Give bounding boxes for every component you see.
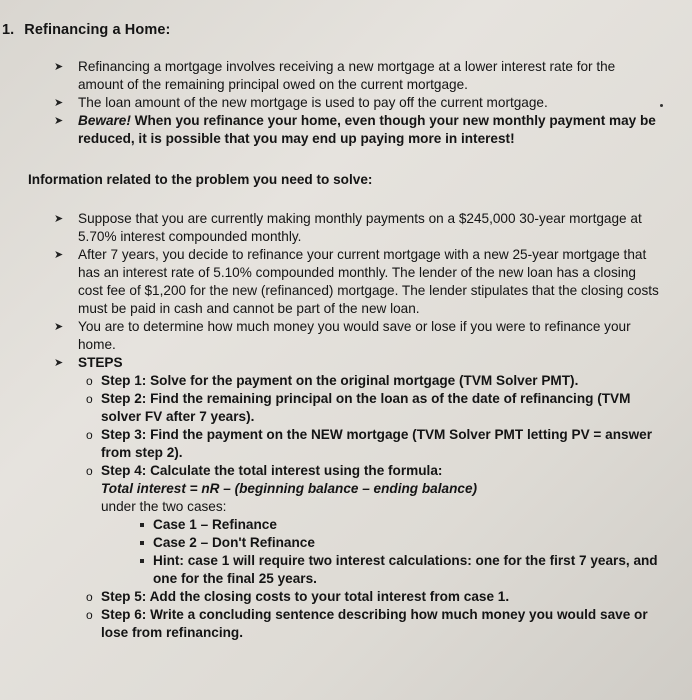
step-text: Step 1: Solve for the payment on the original mortgage (TVM Solver PMT). [101,373,579,388]
list-item [52,112,664,148]
cases-list [101,516,664,588]
case-item [101,552,664,588]
hollow-circle-icon: o [86,590,93,604]
step-item [52,372,664,390]
arrowhead-icon: ➤ [54,61,64,73]
steps-list [52,372,664,642]
square-icon [140,559,144,563]
list-item [52,210,664,246]
square-icon [140,541,144,545]
step-item [52,390,664,426]
arrowhead-icon: ➤ [54,321,64,333]
under-cases-text: under the two cases: [101,499,227,514]
arrowhead-icon: ➤ [54,213,64,225]
intro-text: Refinancing a mortgage involves receiving a new mortgage at a lower interest rate for the amount of the remaining principal owed on the current mortgage. [78,59,616,92]
heading-title: Refinancing a Home: [24,22,171,38]
hollow-circle-icon: o [86,374,93,388]
step-item [52,606,664,642]
heading-number: 1. [2,22,15,38]
hollow-circle-icon: o [86,428,93,442]
square-icon [140,523,144,527]
case-text: Case 2 – Don't Refinance [153,535,315,550]
arrowhead-icon: ➤ [54,249,64,261]
case-text: Hint: case 1 will require two interest calculations: one for the first 7 years, and one for the final 25 years. [153,553,658,586]
problem-text: After 7 years, you decide to refinance your current mortgage with a new 25-year mortgage that has an interest rate of 5.10% compounded monthly. The lender of the new loan has a closing cost fee of $1,200 for the new (refinanced) mortgage. The lender stipulates that the closing costs must be paid in cash and cannot be part of the new loan. [78,247,659,316]
formula: Total interest = nR – (beginning balance – ending balance) [101,481,478,496]
beware-text: When you refinance your home, even though your new monthly payment may be reduced, it is possible that you may end up paying more in interest! [78,113,656,146]
problem-bullet-list [52,210,664,642]
hollow-circle-icon: o [86,392,93,406]
step-item [52,462,664,588]
step-text: Step 4: Calculate the total interest using the formula: [101,463,443,478]
list-item [52,318,664,354]
step-text: Step 6: Write a concluding sentence describing how much money you would save or lose from refinancing. [101,607,648,640]
problem-text: Suppose that you are currently making monthly payments on a $245,000 30-year mortgage at 5.70% interest compounded monthly. [78,211,642,244]
list-item [52,58,664,94]
list-item [52,94,664,112]
list-item [52,354,664,642]
hollow-circle-icon: o [86,464,93,478]
stray-mark [660,104,663,107]
intro-bullet-list [52,58,664,148]
page-heading [2,22,170,38]
section-label: Information related to the problem you need to solve: [28,172,373,187]
case-item [101,534,664,552]
step-text: Step 5: Add the closing costs to your total interest from case 1. [101,589,510,604]
intro-text: The loan amount of the new mortgage is used to pay off the current mortgage. [78,95,548,110]
step-text: Step 2: Find the remaining principal on the loan as of the date of refinancing (TVM solver FV after 7 years). [101,391,631,424]
case-item [101,516,664,534]
arrowhead-icon: ➤ [54,357,64,369]
step-item [52,426,664,462]
arrowhead-icon: ➤ [54,115,64,127]
steps-title: STEPS [78,355,123,370]
step-item [52,588,664,606]
list-item [52,246,664,318]
hollow-circle-icon: o [86,608,93,622]
case-text: Case 1 – Refinance [153,517,277,532]
beware-lead: Beware! [78,113,131,128]
step-text: Step 3: Find the payment on the NEW mortgage (TVM Solver PMT letting PV = answer from step 2). [101,427,652,460]
arrowhead-icon: ➤ [54,97,64,109]
problem-text: You are to determine how much money you would save or lose if you were to refinance your home. [78,319,631,352]
